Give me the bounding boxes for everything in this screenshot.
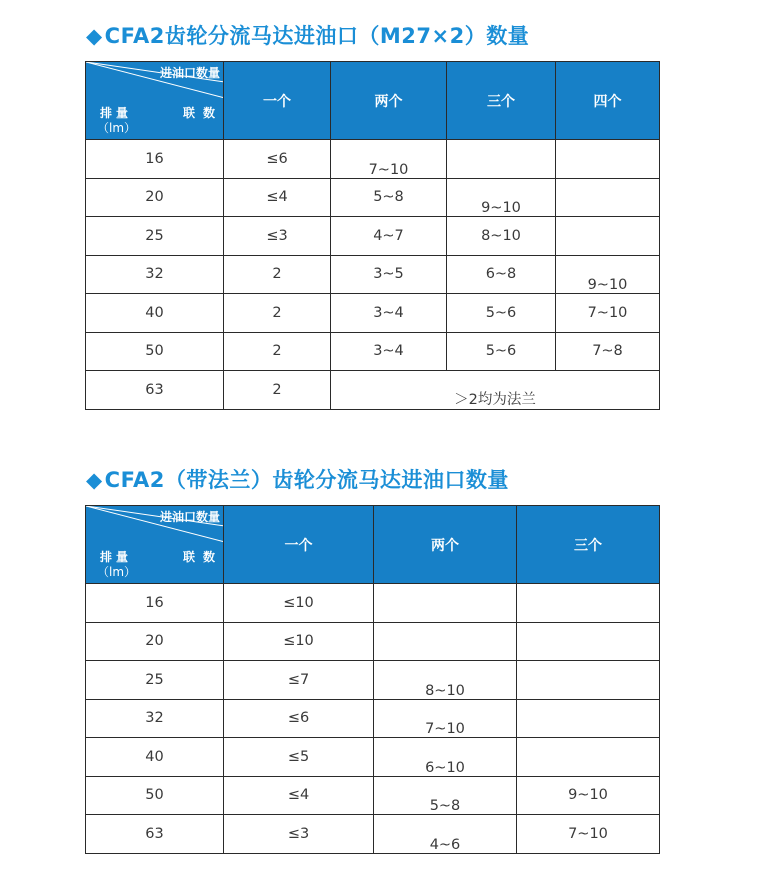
table-row xyxy=(86,255,660,294)
cell-three-ports xyxy=(517,699,660,738)
cell-one-port: ≤3 xyxy=(224,815,374,854)
cell-displacement: 50 xyxy=(86,776,224,815)
cell-three-ports: 6~8 xyxy=(447,255,556,294)
cell-two-ports: 5~8 xyxy=(374,776,517,815)
cell-displacement: 25 xyxy=(86,217,224,256)
corner-label-sections: 联数 xyxy=(182,550,223,564)
column-header-two: 两个 xyxy=(331,62,447,140)
cell-four-ports: 7~10 xyxy=(556,294,660,333)
column-header-four: 四个 xyxy=(556,62,660,140)
cell-four-ports xyxy=(556,217,660,256)
cell-one-port: 2 xyxy=(224,255,331,294)
table-row xyxy=(86,622,660,661)
cell-three-ports xyxy=(447,140,556,179)
cell-one-port: 2 xyxy=(224,371,331,410)
corner-label-unit: （lm） xyxy=(97,121,137,135)
corner-label-displacement: 排量 xyxy=(100,550,133,564)
cell-displacement: 20 xyxy=(86,178,224,217)
cell-two-ports: 8~10 xyxy=(374,661,517,700)
table-row xyxy=(86,738,660,777)
cell-one-port: ≤6 xyxy=(224,140,331,179)
cell-one-port: ≤10 xyxy=(224,584,374,623)
cell-displacement: 20 xyxy=(86,622,224,661)
table-row xyxy=(86,371,660,410)
table-row xyxy=(86,140,660,179)
cell-two-ports: 3~4 xyxy=(331,332,447,371)
table-row xyxy=(86,661,660,700)
cell-two-ports: 4~7 xyxy=(331,217,447,256)
cell-two-ports xyxy=(374,622,517,661)
table-1-title-text: CFA2齿轮分流马达进油口（M27×2）数量 xyxy=(104,24,530,48)
table-row xyxy=(86,776,660,815)
cell-one-port: ≤5 xyxy=(224,738,374,777)
cell-one-port: ≤10 xyxy=(224,622,374,661)
cell-three-ports xyxy=(517,738,660,777)
cell-one-port: 2 xyxy=(224,332,331,371)
cell-displacement: 25 xyxy=(86,661,224,700)
cell-three-ports: 8~10 xyxy=(447,217,556,256)
table-2-title-text: CFA2（带法兰）齿轮分流马达进油口数量 xyxy=(104,468,509,492)
table-row xyxy=(86,815,660,854)
cell-four-ports xyxy=(556,178,660,217)
cell-one-port: ≤6 xyxy=(224,699,374,738)
cell-one-port: 2 xyxy=(224,294,331,333)
column-header-three: 三个 xyxy=(447,62,556,140)
cell-three-ports: 5~6 xyxy=(447,294,556,333)
corner-label-unit: （lm） xyxy=(97,565,137,579)
corner-label-ports: 进油口数量 xyxy=(159,66,220,80)
cell-displacement: 32 xyxy=(86,699,224,738)
column-header-two: 两个 xyxy=(374,506,517,584)
cell-three-ports: 7~10 xyxy=(517,815,660,854)
table-row xyxy=(86,584,660,623)
cell-displacement: 40 xyxy=(86,294,224,333)
cell-two-ports: 5~8 xyxy=(331,178,447,217)
cell-two-ports xyxy=(374,584,517,623)
cell-two-ports: 4~6 xyxy=(374,815,517,854)
cell-two-ports: 3~4 xyxy=(331,294,447,333)
corner-header-cell xyxy=(86,62,224,140)
table-row xyxy=(86,699,660,738)
table-row xyxy=(86,294,660,333)
column-header-one: 一个 xyxy=(224,62,331,140)
diamond-bullet-icon: ◆ xyxy=(86,468,103,492)
cell-four-ports: 7~8 xyxy=(556,332,660,371)
table-row xyxy=(86,178,660,217)
cell-displacement: 16 xyxy=(86,584,224,623)
cell-displacement: 63 xyxy=(86,371,224,410)
cell-two-ports: 6~10 xyxy=(374,738,517,777)
cell-three-ports: 9~10 xyxy=(517,776,660,815)
cell-three-ports: 5~6 xyxy=(447,332,556,371)
cell-two-ports: 7~10 xyxy=(331,140,447,179)
cell-displacement: 16 xyxy=(86,140,224,179)
cell-one-port: ≤4 xyxy=(224,776,374,815)
cell-three-ports: 9~10 xyxy=(447,178,556,217)
corner-header-cell xyxy=(86,506,224,584)
cell-four-ports xyxy=(556,140,660,179)
cell-two-ports: 3~5 xyxy=(331,255,447,294)
cell-one-port: ≤4 xyxy=(224,178,331,217)
table-header-row xyxy=(86,506,660,584)
column-header-three: 三个 xyxy=(517,506,660,584)
column-header-one: 一个 xyxy=(224,506,374,584)
cell-one-port: ≤3 xyxy=(224,217,331,256)
ports-table-m27 xyxy=(85,61,660,410)
cell-three-ports xyxy=(517,661,660,700)
cell-displacement: 32 xyxy=(86,255,224,294)
cell-three-ports xyxy=(517,622,660,661)
diamond-bullet-icon: ◆ xyxy=(86,24,103,48)
corner-label-displacement: 排量 xyxy=(100,106,133,120)
cell-displacement: 50 xyxy=(86,332,224,371)
cell-flange-note: ＞2均为法兰 xyxy=(331,371,660,410)
cell-three-ports xyxy=(517,584,660,623)
cell-one-port: ≤7 xyxy=(224,661,374,700)
cell-two-ports: 7~10 xyxy=(374,699,517,738)
ports-table-flange xyxy=(85,505,660,854)
cell-displacement: 40 xyxy=(86,738,224,777)
table-row xyxy=(86,332,660,371)
corner-label-ports: 进油口数量 xyxy=(159,510,220,524)
corner-label-sections: 联数 xyxy=(182,106,223,120)
table-1-title xyxy=(86,20,529,50)
table-row xyxy=(86,217,660,256)
cell-displacement: 63 xyxy=(86,815,224,854)
table-header-row xyxy=(86,62,660,140)
table-2-title xyxy=(86,464,509,494)
cell-four-ports: 9~10 xyxy=(556,255,660,294)
